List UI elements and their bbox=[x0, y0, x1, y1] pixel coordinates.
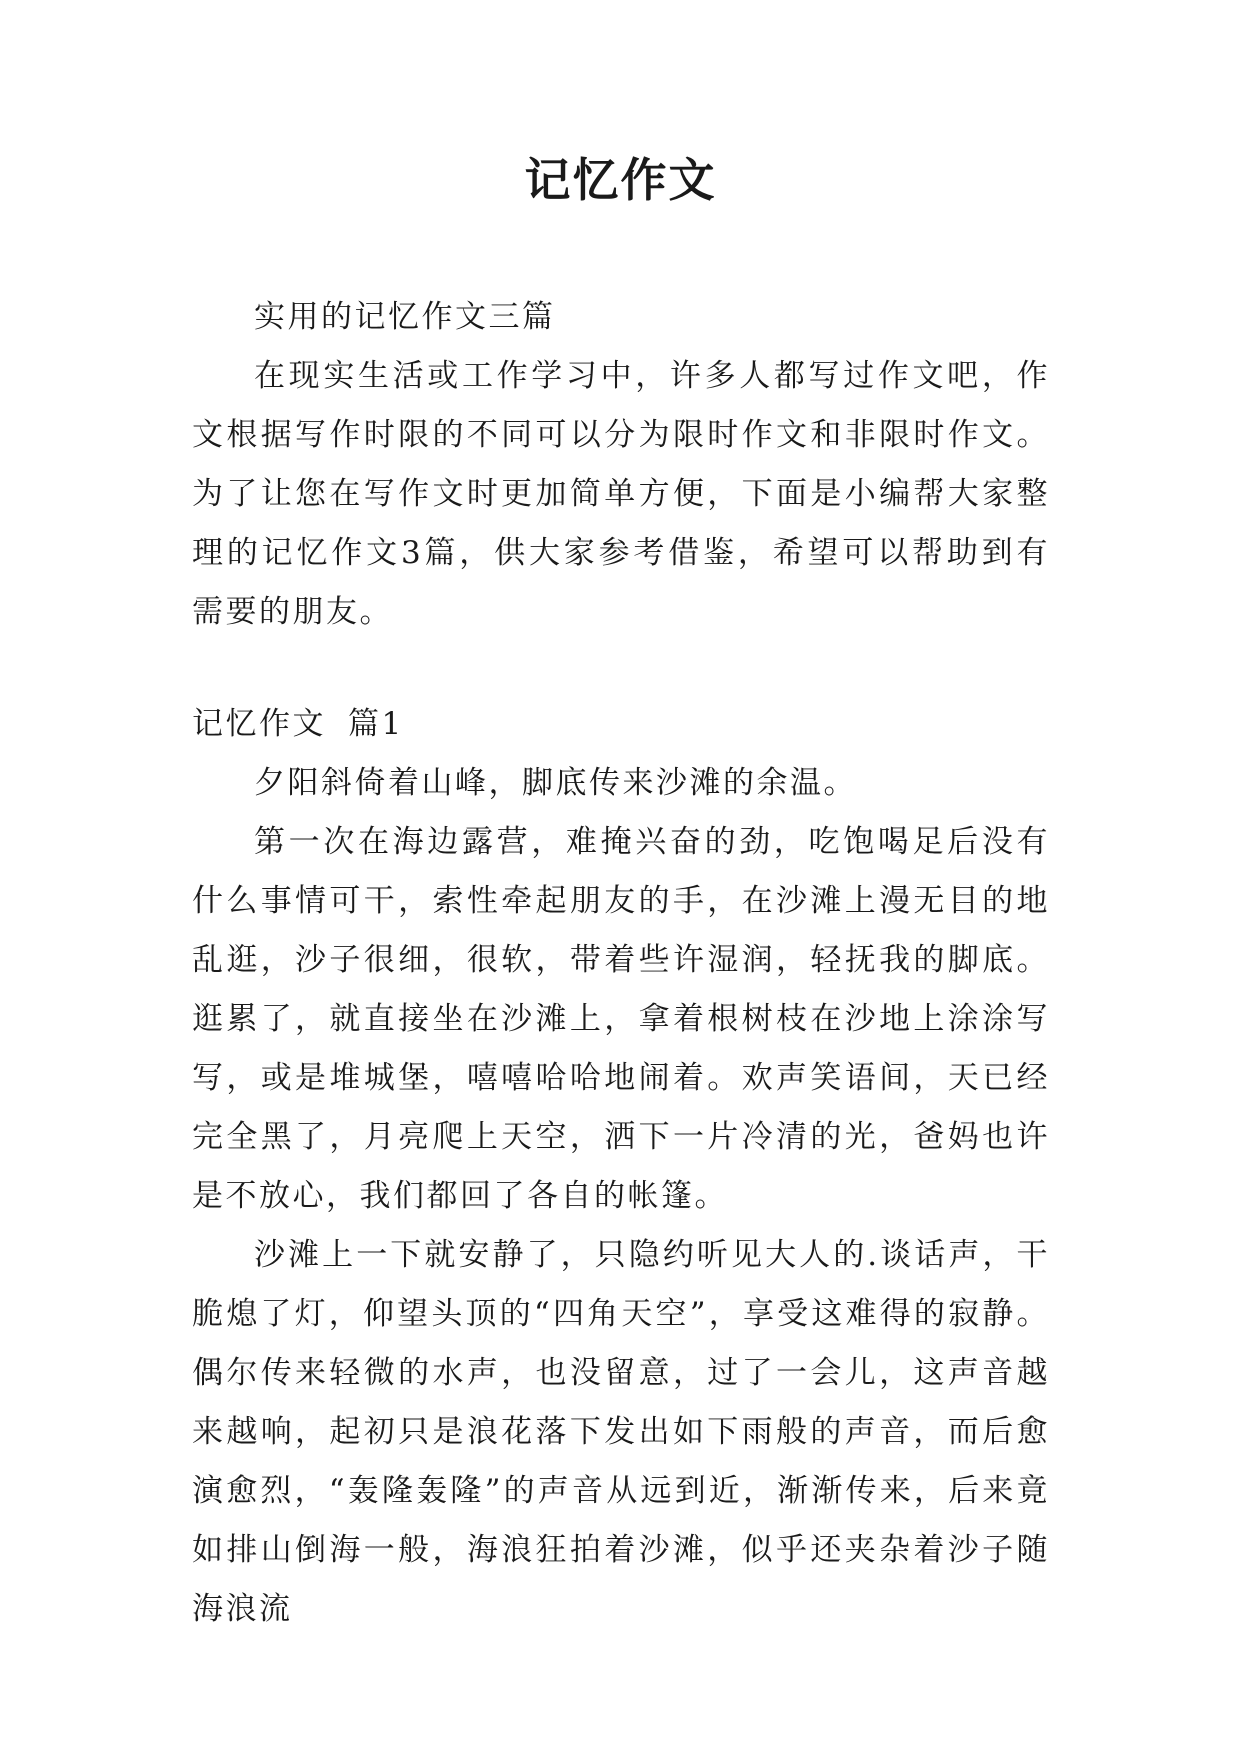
section-heading bbox=[192, 695, 1050, 754]
intro-paragraph: 在现实生活或工作学习中，许多人都写过作文吧，作文根据写作时限的不同可以分为限时作文和非限时作文。为了让您在写作文时更加简单方便，下面是小编帮大家整理的记忆作文3篇，供大家参考借鉴，希望可以帮助到有需要的朋友。 bbox=[192, 358, 1050, 630]
document-title: 记忆作文 bbox=[524, 153, 717, 207]
body-paragraph: 夕阳斜倚着山峰，脚底传来沙滩的余温。 bbox=[254, 765, 857, 801]
section-heading-number: 篇1 bbox=[348, 706, 404, 742]
body-paragraph: 沙滩上一下就安静了，只隐约听见大人的.谈话声，干脆熄了灯，仰望头顶的“四角天空”，享受这难得的寂静。偶尔传来轻微的水声，也没留意，过了一会儿，这声音越来越响，起初只是浪花落下发出如下雨般的声音，而后愈演愈烈，“轰隆轰隆”的声音从远到近，渐渐传来，后来竟如排山倒海一般，海浪狂拍着沙滩，似乎还夹杂着沙子随海浪流 bbox=[192, 1237, 1050, 1627]
body-paragraph: 第一次在海边露营，难掩兴奋的劲，吃饱喝足后没有什么事情可干，索性牵起朋友的手，在沙滩上漫无目的地乱逛，沙子很细，很软，带着些许湿润，轻抚我的脚底。逛累了，就直接坐在沙滩上，拿着根树枝在沙地上涂涂写写，或是堆城堡，嘻嘻哈哈地闹着。欢声笑语间，天已经完全黑了，月亮爬上天空，洒下一片冷清的光，爸妈也许是不放心，我们都回了各自的帐篷。 bbox=[192, 824, 1050, 1214]
document-body bbox=[192, 288, 1050, 1639]
section-heading-title: 记忆作文 bbox=[192, 706, 326, 742]
subtitle-paragraph: 实用的记忆作文三篇 bbox=[254, 299, 556, 335]
